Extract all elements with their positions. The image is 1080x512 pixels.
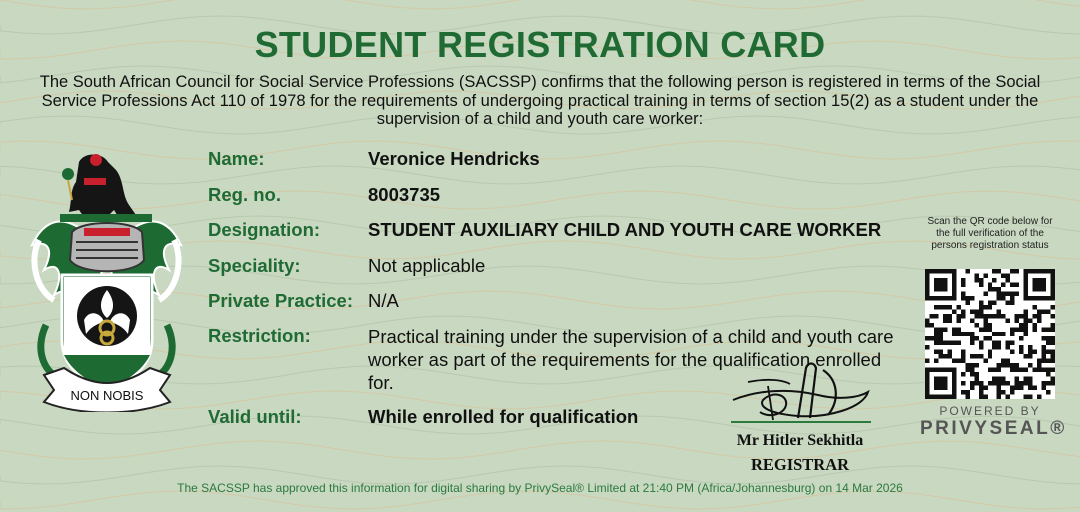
- speciality-label: Speciality:: [208, 255, 301, 276]
- privyseal-logo: PRIVYSEAL®: [920, 418, 1067, 439]
- qr-instruction-text: Scan the QR code below for the full verification of the persons registration status: [927, 216, 1053, 251]
- private-practice-label: Private Practice:: [208, 290, 354, 311]
- card-intro-text: The South African Council for Social Service Professions (SACSSP) confirms that the following person is registered in terms of the Social Service Professions Act 110 of 1978 for the requirements of undergoing practical training in terms of section 15(2) as a student under the supervision of a child and youth care worker:: [39, 73, 1041, 128]
- name-value: Veronice Hendricks: [368, 148, 540, 169]
- registrar-title: REGISTRAR: [750, 455, 850, 474]
- registrar-name: Mr Hitler Sekhitla: [736, 432, 864, 449]
- reg-no-value: 8003735: [368, 184, 441, 205]
- footer-approval-note: The SACSSP has approved this information for digital sharing by PrivySeal® Limited at 21:40 PM (Africa/Johannesburg) on 14 Mar 2026: [177, 481, 903, 495]
- designation-label: Designation:: [208, 219, 321, 240]
- card-title: STUDENT REGISTRATION CARD: [254, 24, 826, 65]
- valid-until-label: Valid until:: [208, 406, 302, 427]
- restriction-label: Restriction:: [208, 325, 311, 346]
- sacssp-coat-of-arms-icon: [24, 150, 189, 412]
- restriction-value: Practical training under the supervision of a child and youth care worker as part of the requirements for the qualification enrolled for.: [368, 326, 894, 393]
- name-label: Name:: [208, 148, 265, 169]
- powered-by-label: POWERED BY: [939, 404, 1041, 418]
- speciality-value: Not applicable: [368, 255, 486, 276]
- signature-line: [731, 421, 871, 423]
- reg-no-label: Reg. no.: [208, 184, 281, 205]
- verification-qr-code[interactable]: [925, 269, 1055, 399]
- registrar-signature: [728, 360, 878, 426]
- valid-until-value: While enrolled for qualification: [368, 406, 639, 427]
- crest-motto: NON NOBIS: [70, 388, 144, 403]
- designation-value: STUDENT AUXILIARY CHILD AND YOUTH CARE WORKER: [368, 219, 882, 240]
- private-practice-value: N/A: [368, 290, 399, 311]
